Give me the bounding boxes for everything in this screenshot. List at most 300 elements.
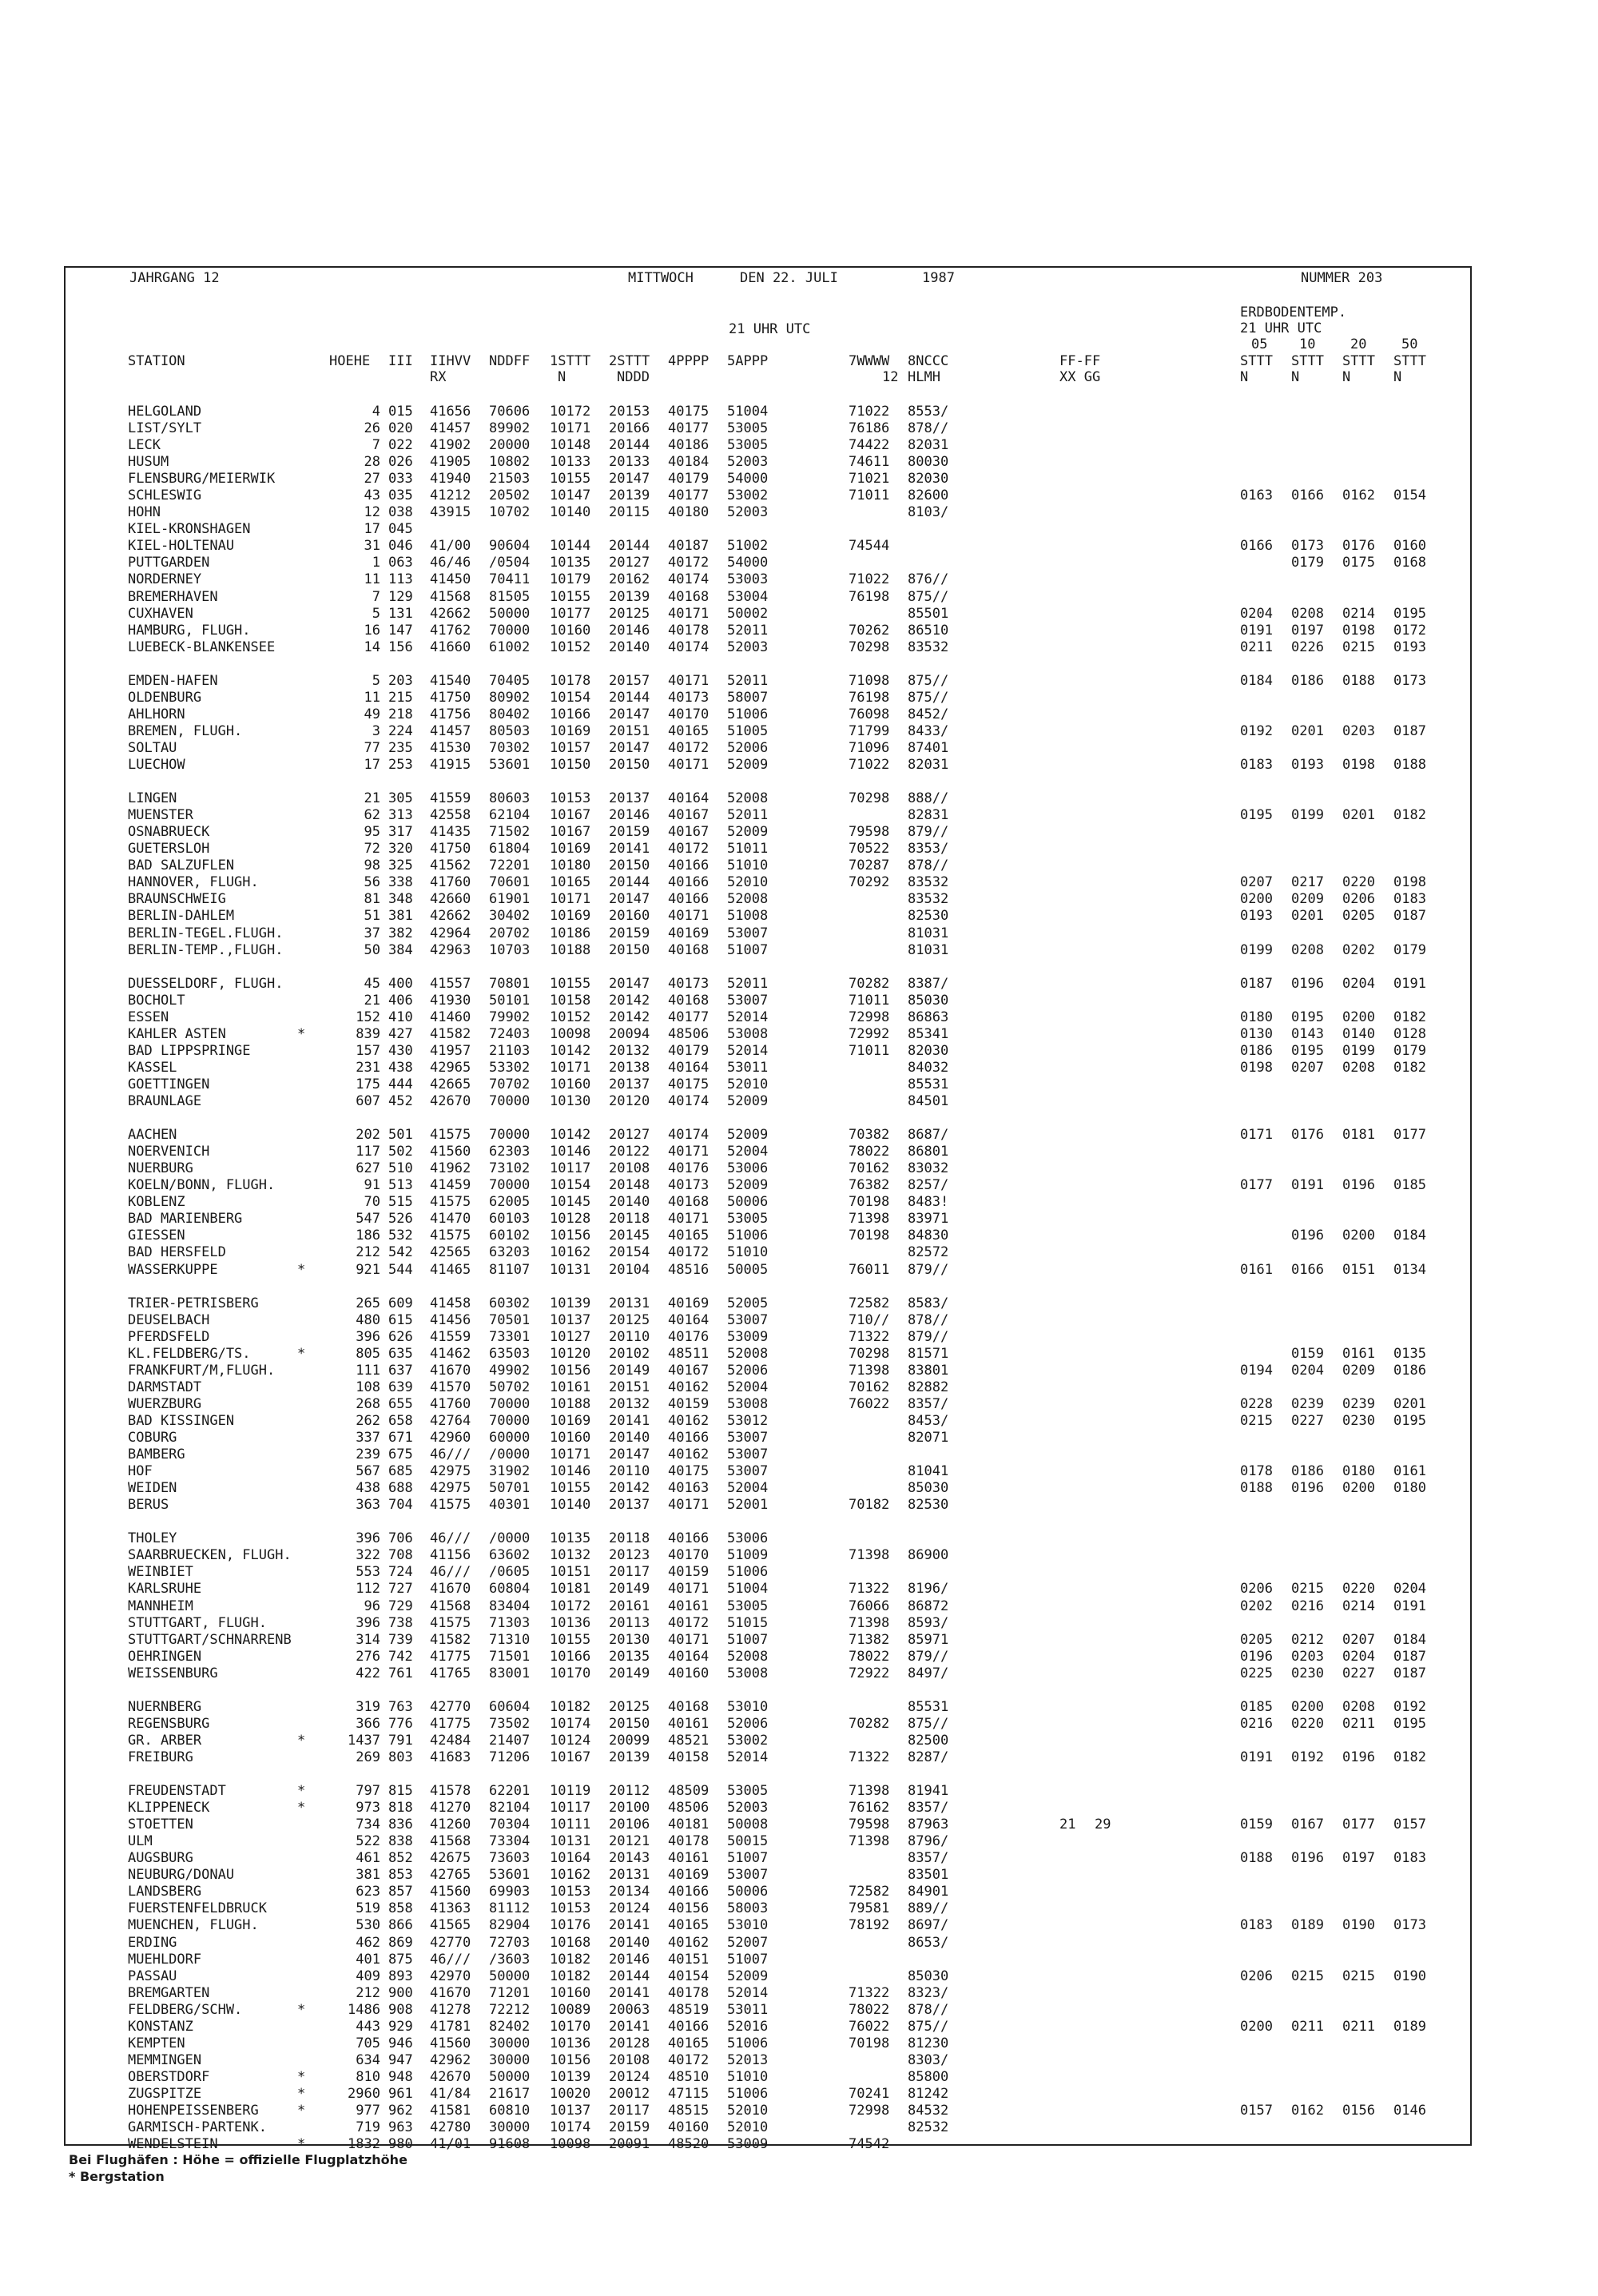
table-row [0, 1833, 1598, 1849]
group-nddff: 72212 [489, 2002, 531, 2018]
group-8nccc: 85501 [908, 606, 949, 622]
station-number: 526 [388, 1211, 413, 1227]
station-number: 325 [388, 858, 413, 873]
group-7wwww: 71011 [849, 487, 890, 503]
table-row [0, 925, 1598, 941]
group-iihvv: 42960 [430, 1430, 471, 1446]
group-8nccc: 85531 [908, 1699, 949, 1715]
height-value: 70 [364, 1194, 380, 1210]
table-row [0, 1228, 1598, 1244]
group-7wwww: 70262 [849, 623, 890, 639]
group-2sttt: 20112 [609, 1783, 650, 1799]
group-5appp: 52009 [727, 757, 769, 773]
soil-temp-10: 0196 [1291, 1480, 1324, 1496]
group-7wwww: 76382 [849, 1177, 890, 1193]
group-nddff: 71502 [489, 824, 531, 840]
table-row [0, 623, 1598, 639]
group-iihvv: 41/84 [430, 2086, 471, 2102]
station-name: MUENCHEN, FLUGH. [128, 1917, 259, 1933]
group-1sttt: 10146 [550, 1144, 591, 1160]
group-nddff: 62005 [489, 1194, 531, 1210]
group-2sttt: 20118 [609, 1530, 650, 1546]
group-2sttt: 20147 [609, 891, 650, 907]
table-row [0, 1144, 1598, 1160]
group-4pppp: 40158 [668, 1749, 710, 1765]
height-value: 530 [356, 1917, 380, 1933]
group-4pppp: 40174 [668, 1093, 710, 1109]
soil-temp-50: 0201 [1393, 1396, 1426, 1412]
station-name: WUERZBURG [128, 1396, 202, 1412]
group-nddff: 20502 [489, 487, 531, 503]
group-1sttt: 10179 [550, 571, 591, 587]
group-5appp: 53007 [727, 1312, 769, 1328]
station-name: KIEL-KRONSHAGEN [128, 521, 251, 537]
table-row [0, 1581, 1598, 1597]
group-iihvv: 42660 [430, 891, 471, 907]
table-row [0, 1093, 1598, 1109]
station-name: BAD LIPPSPRINGE [128, 1043, 251, 1059]
table-row [0, 454, 1598, 470]
group-7wwww: 71322 [849, 1581, 890, 1597]
soil-temp-20: 0176 [1342, 538, 1375, 554]
soil-temp-20: 0207 [1342, 1632, 1375, 1648]
group-5appp: 52014 [727, 1043, 769, 1059]
col-group8: 8NCCC [908, 353, 949, 369]
height-value: 1832 [348, 2136, 380, 2152]
group-7wwww: 71398 [849, 1833, 890, 1849]
station-number: 542 [388, 1244, 413, 1260]
soil-temp-50: 0182 [1393, 807, 1426, 823]
soil-temp-20: 0181 [1342, 1127, 1375, 1143]
group-iihvv: 42964 [430, 925, 471, 941]
group-7wwww: 74542 [849, 2136, 890, 2152]
table-row [0, 723, 1598, 739]
group-iihvv: 41760 [430, 1396, 471, 1412]
group-8nccc: 85030 [908, 993, 949, 1009]
group-4pppp: 40161 [668, 1850, 710, 1866]
group-nddff: 72403 [489, 1026, 531, 1042]
table-row [0, 1800, 1598, 1816]
group-1sttt: 10171 [550, 1060, 591, 1076]
soil-temp-10: 0215 [1291, 1581, 1324, 1597]
group-8nccc: 84830 [908, 1228, 949, 1244]
group-1sttt: 10119 [550, 1783, 591, 1799]
height-value: 37 [364, 925, 380, 941]
station-number: 438 [388, 1060, 413, 1076]
height-value: 462 [356, 1935, 380, 1951]
group-iihvv: 41460 [430, 1009, 471, 1025]
group-iihvv: 42962 [430, 2052, 471, 2068]
group-8nccc: 83532 [908, 891, 949, 907]
group-4pppp: 48516 [668, 1262, 710, 1278]
group-8nccc: 83532 [908, 874, 949, 890]
group-nddff: /0504 [489, 555, 531, 571]
height-value: 49 [364, 706, 380, 722]
station-name: AUGSBURG [128, 1850, 193, 1866]
group-4pppp: 40159 [668, 1564, 710, 1580]
group-5appp: 52011 [727, 623, 769, 639]
group-iihvv: 42662 [430, 606, 471, 622]
group-2sttt: 20145 [609, 1228, 650, 1244]
station-name: THOLEY [128, 1530, 177, 1546]
table-row [0, 807, 1598, 823]
group-5appp: 53008 [727, 1396, 769, 1412]
station-name: DUESSELDORF, FLUGH. [128, 976, 284, 992]
height-value: 62 [364, 807, 380, 823]
height-value: 56 [364, 874, 380, 890]
soil-temp-20: 0188 [1342, 673, 1375, 689]
group-7wwww: 78022 [849, 1649, 890, 1665]
height-value: 422 [356, 1665, 380, 1681]
group-5appp: 53007 [727, 1867, 769, 1883]
group-iihvv: 41568 [430, 589, 471, 605]
group-iihvv: 42970 [430, 1968, 471, 1984]
group-2sttt: 20132 [609, 1043, 650, 1059]
table-row [0, 841, 1598, 857]
group-8nccc: 85030 [908, 1480, 949, 1496]
station-number: 129 [388, 589, 413, 605]
station-name: BREMEN, FLUGH. [128, 723, 243, 739]
station-number: 156 [388, 639, 413, 655]
group-iihvv: 46/// [430, 1446, 471, 1462]
height-value: 11 [364, 571, 380, 587]
soil-temp-05: 0202 [1240, 1598, 1273, 1614]
group-2sttt: 20137 [609, 1497, 650, 1513]
height-value: 81 [364, 891, 380, 907]
station-name: FRANKFURT/M,FLUGH. [128, 1363, 276, 1379]
soil-temp-05: 0184 [1240, 673, 1273, 689]
group-iihvv: 41930 [430, 993, 471, 1009]
group-nddff: 81107 [489, 1262, 531, 1278]
group-1sttt: 10167 [550, 824, 591, 840]
group-nddff: 50101 [489, 993, 531, 1009]
group-2sttt: 20160 [609, 908, 650, 924]
group-iihvv: 41450 [430, 571, 471, 587]
group-1sttt: 10137 [550, 1312, 591, 1328]
group-4pppp: 40169 [668, 1867, 710, 1883]
table-row [0, 606, 1598, 622]
group-4pppp: 40162 [668, 1379, 710, 1395]
table-row [0, 2103, 1598, 2119]
group-5appp: 52009 [727, 1127, 769, 1143]
group-5appp: 51010 [727, 2069, 769, 2085]
group-4pppp: 40177 [668, 487, 710, 503]
soil-temp-20: 0214 [1342, 606, 1375, 622]
station-number: 609 [388, 1295, 413, 1311]
group-4pppp: 40166 [668, 1430, 710, 1446]
station-number: 857 [388, 1884, 413, 1900]
group-nddff: 60000 [489, 1430, 531, 1446]
station-number: 704 [388, 1497, 413, 1513]
soil-temp-50: 0172 [1393, 623, 1426, 639]
soil-temp-50: 0173 [1393, 673, 1426, 689]
group-4pppp: 40170 [668, 706, 710, 722]
group-1sttt: 10155 [550, 1632, 591, 1648]
group-iihvv: 41/01 [430, 2136, 471, 2152]
group-5appp: 51010 [727, 1244, 769, 1260]
station-number: 853 [388, 1867, 413, 1883]
group-nddff: 80902 [489, 690, 531, 706]
mountain-marker: * [297, 1800, 306, 1816]
group-1sttt: 10127 [550, 1329, 591, 1345]
height-value: 797 [356, 1783, 380, 1799]
soil-temp-05: 0171 [1240, 1127, 1273, 1143]
group-1sttt: 10156 [550, 1228, 591, 1244]
group-1sttt: 10142 [550, 1043, 591, 1059]
group-5appp: 51006 [727, 2086, 769, 2102]
group-4pppp: 40163 [668, 1480, 710, 1496]
soil-temp-20: 0200 [1342, 1009, 1375, 1025]
group-1sttt: 10153 [550, 1884, 591, 1900]
group-5appp: 52009 [727, 1093, 769, 1109]
group-iihvv: 42675 [430, 1850, 471, 1866]
group-iihvv: 41750 [430, 690, 471, 706]
group-5appp: 53010 [727, 1917, 769, 1933]
station-name: WENDELSTEIN [128, 2136, 218, 2152]
station-number: 946 [388, 2035, 413, 2051]
group-5appp: 52010 [727, 874, 769, 890]
station-number: 046 [388, 538, 413, 554]
table-row [0, 993, 1598, 1009]
group-2sttt: 20151 [609, 1379, 650, 1395]
group-8nccc: 8357/ [908, 1800, 949, 1816]
group-2sttt: 20149 [609, 1581, 650, 1597]
group-2sttt: 20159 [609, 925, 650, 941]
station-name: BAD HERSFELD [128, 1244, 226, 1260]
soil-temp-20: 0196 [1342, 1177, 1375, 1193]
group-nddff: /0605 [489, 1564, 531, 1580]
soil-temp-20: 0227 [1342, 1665, 1375, 1681]
mountain-marker: * [297, 1026, 306, 1042]
group-1sttt: 10145 [550, 1194, 591, 1210]
col-iihvv-sub: RX [430, 369, 447, 385]
group-nddff: 40301 [489, 1497, 531, 1513]
group-7wwww: 71011 [849, 1043, 890, 1059]
table-row [0, 1076, 1598, 1092]
table-row [0, 1749, 1598, 1765]
height-value: 51 [364, 908, 380, 924]
table-row [0, 1346, 1598, 1362]
soil-temp-50: 0160 [1393, 538, 1426, 554]
height-value: 276 [356, 1649, 380, 1665]
station-name: COBURG [128, 1430, 177, 1446]
station-name: KIEL-HOLTENAU [128, 538, 235, 554]
group-5appp: 53008 [727, 1026, 769, 1042]
group-7wwww: 71799 [849, 723, 890, 739]
station-number: 671 [388, 1430, 413, 1446]
group-7wwww: 70292 [849, 874, 890, 890]
soil-temp-05: 0192 [1240, 723, 1273, 739]
group-5appp: 53002 [727, 1733, 769, 1749]
group-8nccc: 875// [908, 690, 949, 706]
group-1sttt: 10128 [550, 1211, 591, 1227]
group-iihvv: 41570 [430, 1379, 471, 1395]
table-row [0, 1312, 1598, 1328]
height-value: 519 [356, 1900, 380, 1916]
height-value: 43 [364, 487, 380, 503]
group-iihvv: 41459 [430, 1177, 471, 1193]
group-2sttt: 20166 [609, 420, 650, 436]
soil-temp-20: 0161 [1342, 1346, 1375, 1362]
group-1sttt: 10131 [550, 1262, 591, 1278]
group-8nccc: 85971 [908, 1632, 949, 1648]
group-iihvv: 41683 [430, 1749, 471, 1765]
table-row [0, 824, 1598, 840]
group-4pppp: 40177 [668, 1009, 710, 1025]
group-5appp: 51004 [727, 1581, 769, 1597]
group-iihvv: 41562 [430, 858, 471, 873]
soil-temp-05: 0178 [1240, 1463, 1273, 1479]
station-name: AACHEN [128, 1127, 177, 1143]
soil-temp-05: 0204 [1240, 606, 1273, 622]
group-4pppp: 40165 [668, 723, 710, 739]
station-name: MEMMINGEN [128, 2052, 202, 2068]
group-4pppp: 40165 [668, 1228, 710, 1244]
group-4pppp: 48510 [668, 2069, 710, 2085]
station-name: BREMGARTEN [128, 1985, 210, 2001]
group-5appp: 53007 [727, 1430, 769, 1446]
group-7wwww: 70382 [849, 1127, 890, 1143]
col-group7: 7WWWW [849, 353, 890, 369]
group-5appp: 53005 [727, 1211, 769, 1227]
table-row [0, 1716, 1598, 1732]
group-7wwww: 70162 [849, 1160, 890, 1176]
group-nddff: 53601 [489, 1867, 531, 1883]
group-nddff: 82402 [489, 2019, 531, 2035]
group-nddff: 60604 [489, 1699, 531, 1715]
group-iihvv: 41962 [430, 1160, 471, 1176]
station-name: HOHENPEISSENBERG [128, 2103, 259, 2119]
group-1sttt: 10169 [550, 841, 591, 857]
soil-temp-50: 0179 [1393, 942, 1426, 958]
height-value: 810 [356, 2069, 380, 2085]
soil-temp-50: 0184 [1393, 1632, 1426, 1648]
group-iihvv: 42765 [430, 1867, 471, 1883]
group-5appp: 53011 [727, 2002, 769, 2018]
station-number: 015 [388, 404, 413, 420]
group-iihvv: 41660 [430, 639, 471, 655]
group-nddff: 70000 [489, 1127, 531, 1143]
soil-temp-20: 0214 [1342, 1598, 1375, 1614]
soil-temp-20: 0230 [1342, 1413, 1375, 1429]
group-5appp: 50002 [727, 606, 769, 622]
soil-temp-05: 0207 [1240, 874, 1273, 890]
group-1sttt: 10132 [550, 1547, 591, 1563]
station-name: NUERBURG [128, 1160, 193, 1176]
group-nddff: 21103 [489, 1043, 531, 1059]
year-label: 1987 [922, 270, 955, 286]
group-5appp: 53008 [727, 1665, 769, 1681]
group-iihvv: 41363 [430, 1900, 471, 1916]
soil-temp-05: 0198 [1240, 1060, 1273, 1076]
group-2sttt: 20125 [609, 1699, 650, 1715]
group-iihvv: 41260 [430, 1817, 471, 1832]
group-1sttt: 10188 [550, 1396, 591, 1412]
group-4pppp: 40166 [668, 1530, 710, 1546]
table-row [0, 1917, 1598, 1933]
station-number: 658 [388, 1413, 413, 1429]
group-1sttt: 10142 [550, 1127, 591, 1143]
group-nddff: 71303 [489, 1615, 531, 1631]
group-2sttt: 20154 [609, 1244, 650, 1260]
height-value: 719 [356, 2119, 380, 2135]
group-4pppp: 40162 [668, 1935, 710, 1951]
group-8nccc: 8103/ [908, 504, 949, 520]
group-iihvv: 41457 [430, 420, 471, 436]
group-4pppp: 40168 [668, 589, 710, 605]
group-5appp: 53007 [727, 1463, 769, 1479]
group-iihvv: 42975 [430, 1463, 471, 1479]
group-5appp: 52014 [727, 1749, 769, 1765]
table-row [0, 1598, 1598, 1614]
soil-temp-20: 0200 [1342, 1480, 1375, 1496]
height-value: 547 [356, 1211, 380, 1227]
group-4pppp: 40179 [668, 471, 710, 487]
station-name: FUERSTENFELDBRUCK [128, 1900, 267, 1916]
station-number: 063 [388, 555, 413, 571]
group-8nccc: 879// [908, 824, 949, 840]
group-8nccc: 82530 [908, 1497, 949, 1513]
station-number: 113 [388, 571, 413, 587]
table-row [0, 2119, 1598, 2135]
soil-temp-50: 0204 [1393, 1581, 1426, 1597]
group-nddff: 81112 [489, 1900, 531, 1916]
table-row [0, 942, 1598, 958]
group-iihvv: 42975 [430, 1480, 471, 1496]
group-iihvv: 41540 [430, 673, 471, 689]
station-number: 501 [388, 1127, 413, 1143]
group-iihvv: 41435 [430, 824, 471, 840]
group-7wwww: 76022 [849, 2019, 890, 2035]
group-8nccc: 82600 [908, 487, 949, 503]
height-value: 262 [356, 1413, 380, 1429]
station-name: PASSAU [128, 1968, 177, 1984]
col-iii: III [388, 353, 413, 369]
group-2sttt: 20144 [609, 1968, 650, 1984]
group-8nccc: 8453/ [908, 1413, 949, 1429]
group-nddff: 89902 [489, 420, 531, 436]
height-value: 480 [356, 1312, 380, 1328]
height-value: 77 [364, 740, 380, 756]
group-8nccc: 876// [908, 571, 949, 587]
group-nddff: 70606 [489, 404, 531, 420]
mountain-marker: * [297, 1733, 306, 1749]
group-7wwww: 76011 [849, 1262, 890, 1278]
group-1sttt: 10186 [550, 925, 591, 941]
table-row [0, 1952, 1598, 1968]
group-2sttt: 20063 [609, 2002, 650, 2018]
group-4pppp: 40172 [668, 555, 710, 571]
soil-temp-05: 0191 [1240, 1749, 1273, 1765]
station-name: MANNHEIM [128, 1598, 193, 1614]
table-row [0, 555, 1598, 571]
group-5appp: 58007 [727, 690, 769, 706]
group-iihvv: 41465 [430, 1262, 471, 1278]
soil-temp-20: 0204 [1342, 976, 1375, 992]
group-7wwww: 71322 [849, 1749, 890, 1765]
group-4pppp: 40181 [668, 1817, 710, 1832]
soil-temp-50: 0182 [1393, 1009, 1426, 1025]
group-7wwww: 710// [849, 1312, 890, 1328]
group-5appp: 52006 [727, 740, 769, 756]
soil-temp-05: 0196 [1240, 1649, 1273, 1665]
group-5appp: 50006 [727, 1884, 769, 1900]
soil-temp-05: 0183 [1240, 757, 1273, 773]
soil-temp-title: ERDBODENTEMP. [1240, 304, 1347, 320]
station-name: LUEBECK-BLANKENSEE [128, 639, 276, 655]
group-4pppp: 48520 [668, 2136, 710, 2152]
group-nddff: 60103 [489, 1211, 531, 1227]
